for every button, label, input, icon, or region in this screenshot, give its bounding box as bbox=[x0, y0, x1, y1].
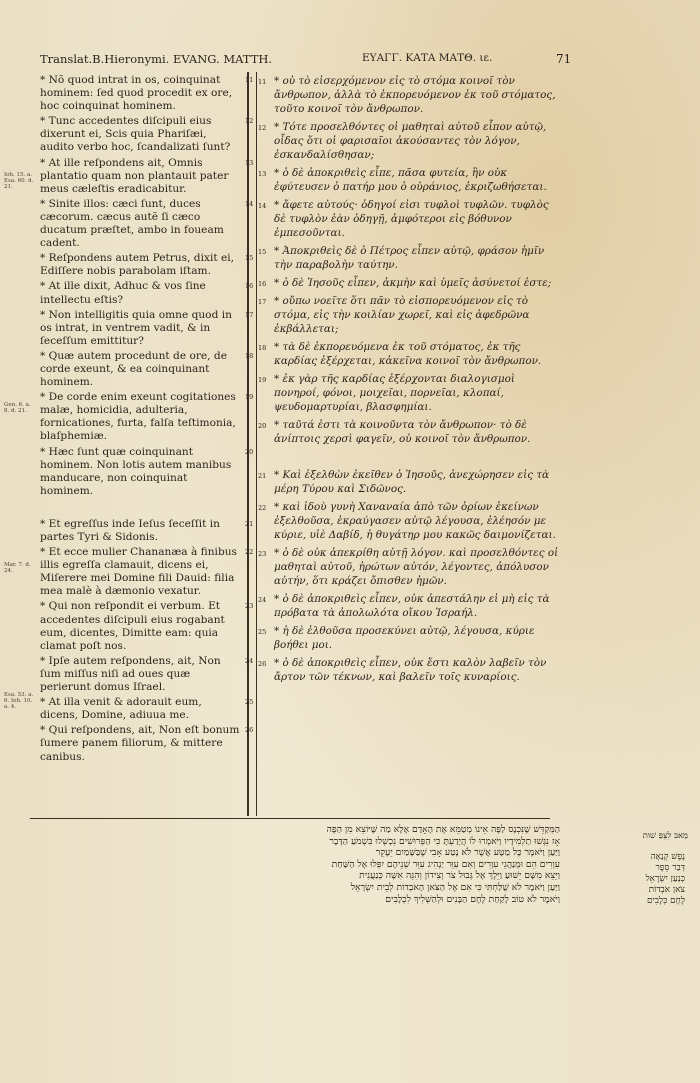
verse bbox=[40, 349, 254, 389]
verse-text: * ἐκ γὰρ τῆς καρδίας ἐξέρχονται διαλογισμοὶ πονηροί, φόνοι, μοιχεῖαι, πορνεῖαι, κλοπαί, ψευδομαρτυρίαι, βλασφημίαι. bbox=[274, 373, 515, 413]
verse-number: 25 bbox=[258, 628, 267, 636]
verse-number: 11 bbox=[245, 76, 254, 84]
verse-text: * At ille reſpondens ait, Omnis plantatio quam non plantauit pater meus cæleſtis eradicabitur. bbox=[40, 156, 229, 195]
verse bbox=[258, 546, 562, 588]
verse bbox=[40, 724, 254, 763]
verse bbox=[40, 517, 254, 544]
verse bbox=[40, 197, 254, 250]
verse-number: 20 bbox=[258, 422, 267, 430]
verse-number: 14 bbox=[245, 199, 254, 208]
hebrew-side-notes bbox=[600, 852, 685, 907]
column-divider-inner bbox=[256, 72, 257, 816]
latin-verses-block-b bbox=[40, 517, 254, 764]
verse bbox=[258, 372, 562, 414]
verse bbox=[40, 252, 254, 278]
verse-text: * Ipſe autem reſpondens, ait, Non ſum miſſus niſi ad oues quæ perierunt domus Iſrael. bbox=[40, 654, 221, 694]
verse-text: * Et ecce mulier Chananæa à finibus illis egreſſa clamauit, dicens ei, Miſerere mei Domine fili Dauid: filia mea malè à dæmonio vexatur. bbox=[40, 546, 237, 598]
verse bbox=[40, 546, 254, 598]
hebrew-side-note: לֶחֶם כְּלָבִים bbox=[646, 896, 685, 906]
hebrew-line: וַיֹּאמֶר לֹא טוֹב לָקַחַת לֶחֶם הַבָּנִים וּלְהַשְׁלִיךְ לִכְלָבִים bbox=[385, 893, 560, 905]
verse-text: * Et egreſſus inde Ieſus ſeceſſit in partes Tyri & Sidonis. bbox=[40, 517, 220, 543]
verse-number: 21 bbox=[258, 472, 267, 480]
verse bbox=[40, 74, 254, 113]
hebrew-side-note: צֹאן אֹבְדוֹת bbox=[648, 885, 685, 895]
running-header bbox=[40, 52, 580, 68]
verse-text: * Nõ quod intrat in os, coinquinat hominem: ſed quod procedit ex ore, hoc coinquinat hominem. bbox=[40, 74, 233, 113]
verse-number: 21 bbox=[245, 519, 254, 528]
hebrew-line: הַמְּקַדֵּשׁ שֶׁנִּכְנָס לַפֶּה אֵינוֹ מְטַמֵּא אֶת הָאָדָם אֶלָּא מַה שֶּׁיּוֹצֵא מִן הַפֶּה bbox=[326, 824, 560, 835]
verse bbox=[40, 391, 254, 443]
verse bbox=[258, 592, 562, 620]
header-latin-title: Translat.B.Hieronymi. EVANG. MATTH. bbox=[40, 52, 273, 66]
verse bbox=[258, 198, 562, 240]
margin-reference: Esa. 53. a. 6. Ioh. 10. a. 4. bbox=[4, 692, 34, 710]
verse bbox=[258, 656, 562, 684]
footer-rule bbox=[30, 818, 550, 819]
verse bbox=[40, 308, 254, 348]
verse bbox=[258, 244, 562, 272]
latin-column bbox=[40, 74, 254, 766]
verse-text: * Ἀποκριθεὶς δὲ ὁ Πέτρος εἶπεν αὐτῷ, φράσον ἡμῖν τὴν παραβολὴν ταύτην. bbox=[274, 245, 545, 271]
verse-text: * Καὶ ἐξελθὼν ἐκεῖθεν ὁ Ἰησοῦς, ἀνεχώρησεν εἰς τὰ μέρη Τύρου καὶ Σιδῶνος. bbox=[274, 469, 550, 495]
margin-reference: Ioh. 15. a. Esa. 60. d. 21. bbox=[4, 172, 34, 190]
verse-number: 16 bbox=[258, 280, 267, 288]
verse-number: 26 bbox=[245, 726, 254, 735]
verse bbox=[258, 276, 562, 290]
verse-text: * Qui non reſpondit ei verbum. Et accedentes diſcipuli eius rogabant eum, dicentes, Dimitte eam: quia clamat poſt nos. bbox=[40, 600, 225, 652]
verse-number: 15 bbox=[258, 248, 267, 256]
verse-number: 24 bbox=[258, 596, 267, 604]
verse-number: 22 bbox=[245, 548, 254, 557]
verse-text: * ὁ δὲ ἀποκριθεὶς εἶπε, πᾶσα φυτεία, ἣν οὐκ ἐφύτευσεν ὁ πατήρ μου ὁ οὐράνιος, ἐκριζωθήσεται. bbox=[274, 167, 547, 193]
hebrew-line: אָז נִגְּשׁוּ תַלְמִידָיו וַיֹּאמְרוּ לוֹ הֲיָדַעְתָּ כִּי הַפְּרוּשִׁים נִכְשְׁלוּ בִּשְׁמֹעַ הַדָּבָר bbox=[329, 835, 560, 847]
verse-text: * Qui reſpondens, ait, Non eſt bonum ſumere panem filiorum, & mittere canibus. bbox=[40, 724, 240, 763]
verse-number: 18 bbox=[258, 344, 267, 352]
verse-text: * Τότε προσελθόντες οἱ μαθηταὶ αὐτοῦ εἶπον αὐτῷ, οἶδας ὅτι οἱ φαρισαῖοι ἀκούσαντες τὸν λόγον, ἐσκανδαλίσθησαν; bbox=[274, 121, 547, 161]
verse-text: * ὁ δὲ οὐκ ἀπεκρίθη αὐτῇ λόγον. καὶ προσελθόντες οἱ μαθηταὶ αὐτοῦ, ἠρώτων αὐτόν, λέγοντες, ἀπόλυσον αὐτήν, ὅτι κράζει ὄπισθεν ἡμῶν. bbox=[274, 547, 559, 587]
verse-text: * ἄφετε αὐτούς· ὁδηγοί εἰσι τυφλοὶ τυφλῶν. τυφλὸς δὲ τυφλὸν ἐὰν ὁδηγῇ, ἀμφότεροι εἰς βόθυνον ἐμπεσοῦνται. bbox=[274, 199, 549, 239]
verse-text: * Quæ autem procedunt de ore, de corde exeunt, & ea coinquinant hominem. bbox=[40, 349, 227, 389]
verse-text: * At illa venit & adorauit eum, dicens, Domine, adiuua me. bbox=[40, 696, 202, 722]
hebrew-side-note: כְּנַעַן יִשְׂרָאֵל bbox=[645, 874, 685, 884]
greek-verses-block-a bbox=[258, 74, 562, 446]
greek-verses-block-b bbox=[258, 468, 562, 684]
verse-number: 24 bbox=[245, 656, 254, 665]
verse bbox=[258, 120, 562, 162]
verse-number: 19 bbox=[245, 393, 254, 402]
hebrew-side-note: דְּבַר סֵפֶר bbox=[655, 863, 685, 873]
verse-number: 16 bbox=[245, 282, 254, 291]
verse-text: * Hæc ſunt quæ coinquinant hominem. Non lotis autem manibus manducare, non coinquinat hominem. bbox=[40, 445, 232, 497]
verse-number: 11 bbox=[258, 78, 267, 86]
hebrew-text-block bbox=[40, 824, 560, 905]
verse-text: * ἡ δὲ ἐλθοῦσα προσεκύνει αὐτῷ, λέγουσα, κύριε βοήθει μοι. bbox=[274, 625, 535, 651]
verse bbox=[258, 166, 562, 194]
hebrew-side-note: נֶפֶשׁ קְנַאָה bbox=[650, 852, 685, 862]
verse-text: * τὰ δὲ ἐκπορευόμενα ἐκ τοῦ στόματος, ἐκ τῆς καρδίας ἐξέρχεται, κἀκεῖνα κοινοῖ τὸν ἄνθρωπον. bbox=[274, 341, 542, 367]
verse bbox=[258, 74, 562, 116]
margin-reference: Gen. 6. a. 8. d. 21. bbox=[4, 402, 31, 414]
verse bbox=[40, 600, 254, 652]
hebrew-line: וַיַּעַן וַיֹּאמֶר כָּל מַטָּע אֲשֶׁר לֹא נָטַע אָבִי שֶׁבַּשָּׁמַיִם יֵעָקֵר bbox=[375, 847, 560, 859]
verse-text: * Non intelligitis quia omne quod in os intrat, in ventrem vadit, & in ſeceſſum emittitur? bbox=[40, 308, 232, 347]
verse-number: 23 bbox=[258, 550, 267, 558]
verse bbox=[40, 654, 254, 694]
page-number: 71 bbox=[556, 52, 572, 66]
verse bbox=[258, 468, 562, 496]
hebrew-line: וַיֵּצֵא מִשָּׁם יֵשׁוּעַ וַיֵּלֶךְ אֶל גְּבוּל צֹר וְצִידוֹן וְהִנֵּה אִשָּׁה כְּנַעֲנִית bbox=[359, 870, 560, 882]
verse-text: * Reſpondens autem Petrus, dixit ei, Ediſſere nobis parabolam iſtam. bbox=[40, 252, 234, 278]
verse-number: 19 bbox=[258, 376, 267, 384]
verse-number: 13 bbox=[258, 170, 267, 178]
verse-number: 12 bbox=[245, 117, 254, 126]
verse-number: 23 bbox=[245, 602, 254, 611]
hebrew-line: עִוְרִים הֵם וּמְנַהֲגֵי עִוְרִים וְאִם עִוֵּר יַנְהִיג עִוֵּר שְׁנֵיהֶם יִפְּלוּ אֶל הַשַּׁחַת bbox=[331, 858, 560, 870]
verse-number: 20 bbox=[245, 447, 254, 456]
hebrew-line: וַיַּעַן וַיֹּאמֶר לֹא שֻׁלַּחְתִּי כִּי אִם אֶל הַצֹּאן הָאֹבְדוֹת לְבֵית יִשְׂרָאֵל bbox=[350, 881, 560, 893]
verse bbox=[258, 500, 562, 542]
margin-reference: Mar. 7. d. 24. bbox=[4, 562, 31, 574]
verse bbox=[258, 418, 562, 446]
verse-number: 15 bbox=[245, 254, 254, 263]
latin-verses-block-a bbox=[40, 74, 254, 498]
verse-text: * ὁ δὲ Ἰησοῦς εἶπεν, ἀκμὴν καὶ ὑμεῖς ἀσύνετοί ἐστε; bbox=[274, 277, 552, 289]
verse bbox=[40, 280, 254, 306]
verse-text: * ὁ δὲ ἀποκριθεὶς εἶπεν, οὐκ ἀπεστάλην εἰ μὴ εἰς τὰ πρόβατα τὰ ἀπολωλότα οἴκου Ἰσραήλ. bbox=[274, 593, 550, 619]
verse-number: 17 bbox=[245, 310, 254, 319]
verse-text: * ὁ δὲ ἀποκριθεὶς εἶπεν, οὐκ ἔστι καλὸν λαβεῖν τὸν ἄρτον τῶν τέκνων, καὶ βαλεῖν τοῖς κυναρίοις. bbox=[274, 657, 547, 683]
verse-number: 14 bbox=[258, 202, 267, 210]
verse bbox=[40, 445, 254, 498]
verse-number: 17 bbox=[258, 298, 267, 306]
verse bbox=[258, 624, 562, 652]
verse-number: 12 bbox=[258, 124, 267, 132]
verse-number: 25 bbox=[245, 698, 254, 707]
verse bbox=[258, 294, 562, 336]
hebrew-side-tag: מַאבּ לִצְּפַּ שׁוּת bbox=[642, 830, 688, 840]
verse-text: * Tunc accedentes diſcipuli eius dixerunt ei, Scis quia Phariſæi, audito verbo hoc, ſcandalizati ſunt? bbox=[40, 115, 231, 154]
verse-text: * Sinite illos: cæci ſunt, duces cæcorum. cæcus autẽ ſi cæco ducatum præſtet, ambo in foueam cadent. bbox=[40, 197, 224, 250]
verse-text: * ταῦτά ἐστι τὰ κοινοῦντα τὸν ἄνθρωπον· τὸ δὲ ἀνίπτοις χερσὶ φαγεῖν, οὐ κοινοῖ τὸν ἄνθρωπον. bbox=[274, 419, 531, 445]
verse-text: * οὐ τὸ εἰσερχόμενον εἰς τὸ στόμα κοινοῖ τὸν ἄνθρωπον, ἀλλὰ τὸ ἐκπορευόμενον ἐκ τοῦ στόματος, τοῦτο κοινοῖ τὸν ἄνθρωπον. bbox=[274, 75, 556, 115]
verse bbox=[40, 115, 254, 154]
verse-number: 22 bbox=[258, 504, 267, 512]
verse-number: 18 bbox=[245, 351, 254, 360]
verse-text: * οὔπω νοεῖτε ὅτι πᾶν τὸ εἰσπορευόμενον εἰς τὸ στόμα, εἰς τὴν κοιλίαν χωρεῖ, καὶ εἰς ἀφεδρῶνα ἐκβάλλεται; bbox=[274, 295, 530, 335]
header-greek-title: ΕΥΑΓΓ. ΚΑΤΑ ΜΑΤΘ. ιε. bbox=[362, 52, 493, 64]
greek-column bbox=[258, 74, 562, 688]
verse-text: * At ille dixit, Adhuc & vos ſine intellectu eſtis? bbox=[40, 280, 206, 306]
verse bbox=[40, 696, 254, 722]
verse-text: * καὶ ἰδοὺ γυνὴ Χαναναία ἀπὸ τῶν ὁρίων ἐκείνων ἐξελθοῦσα, ἐκραύγασεν αὐτῷ λέγουσα, ἐλέησόν με κύριε, υἱὲ Δαβίδ, ἡ θυγάτηρ μου κακῶς δαιμονίζεται. bbox=[274, 501, 556, 541]
verse-number: 13 bbox=[245, 158, 254, 167]
verse-text: * De corde enim exeunt cogitationes malæ, homicidia, adulteria, fornicationes, furta, falſa teſtimonia, blaſphemiæ. bbox=[40, 391, 236, 443]
verse bbox=[258, 340, 562, 368]
verse bbox=[40, 156, 254, 196]
verse-number: 26 bbox=[258, 660, 267, 668]
